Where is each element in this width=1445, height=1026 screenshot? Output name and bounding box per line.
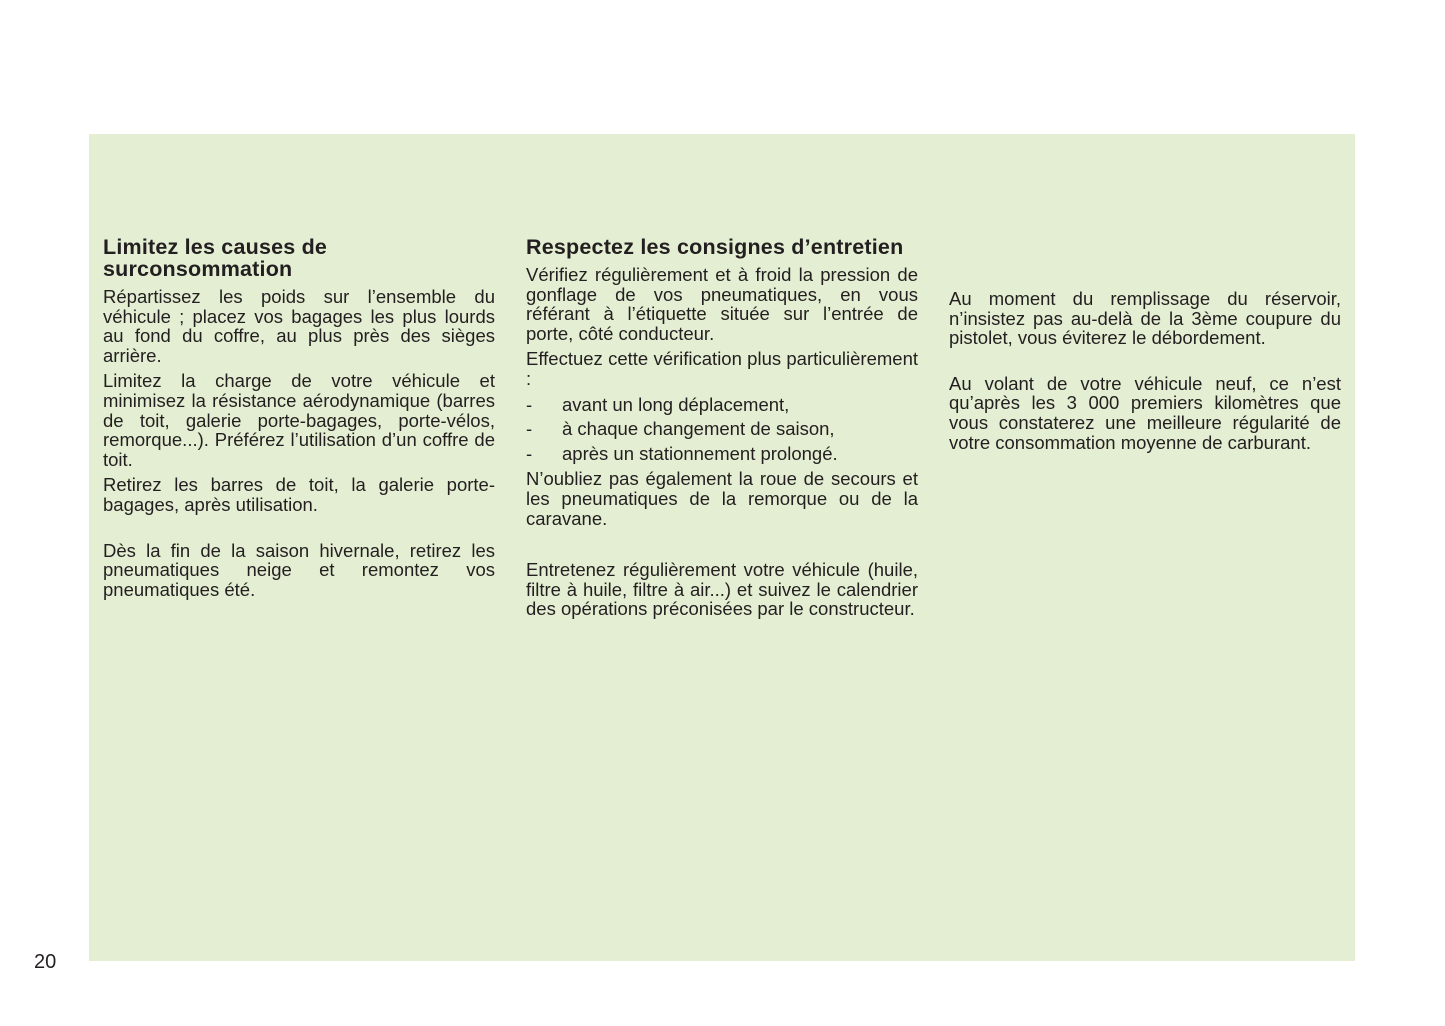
list-item: - avant un long déplacement,	[526, 393, 790, 415]
list-item: - à chaque changement de saison,	[526, 418, 835, 440]
dash-marker: -	[526, 393, 533, 415]
paragraph-check-occasions: Effectuez cette vérification plus particulièrement :	[526, 348, 918, 389]
dash-marker: -	[526, 442, 533, 464]
paragraph-refuelling: Au moment du remplissage du réservoir, n’insistez pas au-delà de la 3ème coupure du pistolet, vous éviterez le débordement.	[949, 288, 1341, 349]
column-maintenance	[526, 236, 918, 625]
paragraph-spare-wheel: N’oubliez pas également la roue de secours et les pneumatiques de la remorque ou de la caravane.	[526, 468, 918, 529]
paragraph-load-limit: Limitez la charge de votre véhicule et minimisez la résistance aérodynamique (barres de toit, galerie porte-bagages, porte-vélos, remorque...). Préférez l’utilisation d’un coffre de toit.	[103, 370, 495, 470]
paragraph-new-vehicle: Au volant de votre véhicule neuf, ce n’est qu’après les 3 000 premiers kilomètres que vous constaterez une meilleure régularité de votre consommation moyenne de carburant.	[949, 372, 1341, 453]
column-fuel-consumption	[103, 236, 495, 605]
paragraph-tyre-pressure: Vérifiez régulièrement et à froid la pression de gonflage de vos pneumatiques, en vous référant à l’étiquette située sur l’entrée de porte, côté conducteur.	[526, 264, 918, 344]
paragraph-remove-roof-bars: Retirez les barres de toit, la galerie porte-bagages, après utilisation.	[103, 474, 495, 515]
heading-maintenance-instructions: Respectez les consignes d’entretien	[526, 235, 904, 259]
list-item: - après un stationnement prolongé.	[526, 442, 838, 464]
paragraph-winter-tyres: Dès la fin de la saison hivernale, retirez les pneumatiques neige et remontez vos pneumatiques été.	[103, 539, 495, 600]
paragraph-regular-service: Entretenez régulièrement votre véhicule (huile, filtre à huile, filtre à air...) et suivez le calendrier des opérations préconisées par le constructeur.	[526, 559, 918, 620]
heading-limit-overconsumption: Limitez les causes de surconsommation	[103, 235, 328, 281]
column-refuelling	[949, 289, 1341, 458]
check-occasions-list	[526, 395, 918, 464]
dash-marker: -	[526, 418, 533, 440]
paragraph-weight-distribution: Répartissez les poids sur l’ensemble du véhicule ; placez vos bagages les plus lourds au fond du coffre, au plus près des sièges arrière.	[103, 286, 495, 366]
page-number: 20	[34, 951, 57, 973]
